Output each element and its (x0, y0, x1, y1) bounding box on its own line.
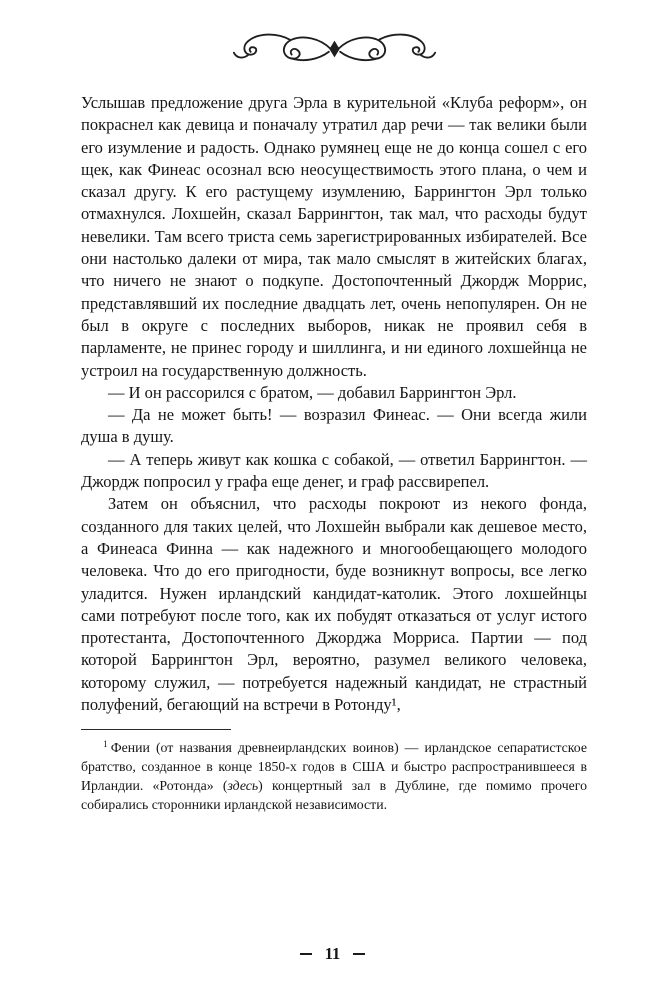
paragraph-dialogue: — И он рассорился с братом, — добавил Баррингтон Эрл. (108, 382, 517, 402)
flourish-icon (232, 30, 437, 68)
paragraph: Затем он объяснил, что расходы покроют из некого фонда, созданного для таких целей, что Лохшейн выбрали как дешевое место, а Финеаса Финна — как надежного и многообещающего молодого человека. Что до его пригодности, буде возникнут вопросы, все легко уладится. Нужен ирландский кандидат-католик. Этого лохшейнцы сами потребуют после того, как их побудят отказаться от услуг истого протестанта, Достопочтенного Джорджа Морриса. Партии — под которой Баррингтон Эрл, вероятно, разумел великого человека, которому служил, — потребуется надежный кандидат, не страстный полуфений, бегающий на встречи в Ротонду¹, (81, 494, 587, 715)
paragraph-dialogue: — Да не может быть! — возразил Финеас. — Они всегда жили душа в душу. (81, 405, 587, 447)
page-number-ornament-left (300, 953, 312, 955)
footnote (81, 739, 587, 814)
footnote-text-part: ) концертный зал в Дублине, где помимо прочего собирались сторонники ирландской независимости. (81, 777, 587, 812)
page-footer (0, 944, 665, 964)
body-text (81, 92, 587, 716)
page-number-ornament-right (353, 953, 365, 955)
header-ornament (81, 30, 587, 72)
page-number: 11 (324, 944, 341, 963)
footnote-separator (81, 729, 231, 730)
footnote-text-part: Фении (от названия древнеирландских воинов) — ирландское сепаратистское братство, созданное в конце 1850-х годов в США и быстро распространившееся в Ирландии. «Ротонда» ( (81, 740, 587, 793)
footnote-text (81, 739, 587, 814)
footnote-marker: 1 (103, 739, 108, 750)
paragraph: Услышав предложение друга Эрла в курительной «Клуба реформ», он покраснел как девица и поначалу утратил дар речи — так велики были его изумление и радость. Однако румянец еще не до конца сошел с его щек, как Финеас осознал всю неосуществимость этого плана, о чем и сказал другу. К его растущему изумлению, Баррингтон Эрл только отмахнулся. Лохшейн, сказал Баррингтон, так мал, что расходы будут невелики. Там всего триста семь зарегистрированных избирателей. Все они настолько далеки от мира, так мало смыслят в житейских благах, что ничего не знают о подкупе. Достопочтенный Джордж Моррис, представлявший их последние двадцать лет, очень непопулярен. Он не был в округе с последних выборов, никак не проявил себя в парламенте, не принес городу и шиллинга, и ни единого лохшейнца не устроил на государственную должность. (81, 93, 587, 380)
footnote-italic-word: здесь (227, 777, 259, 793)
paragraph-dialogue: — А теперь живут как кошка с собакой, — ответил Баррингтон. — Джордж попросил у графа еще денег, и граф рассвирепел. (81, 449, 587, 492)
